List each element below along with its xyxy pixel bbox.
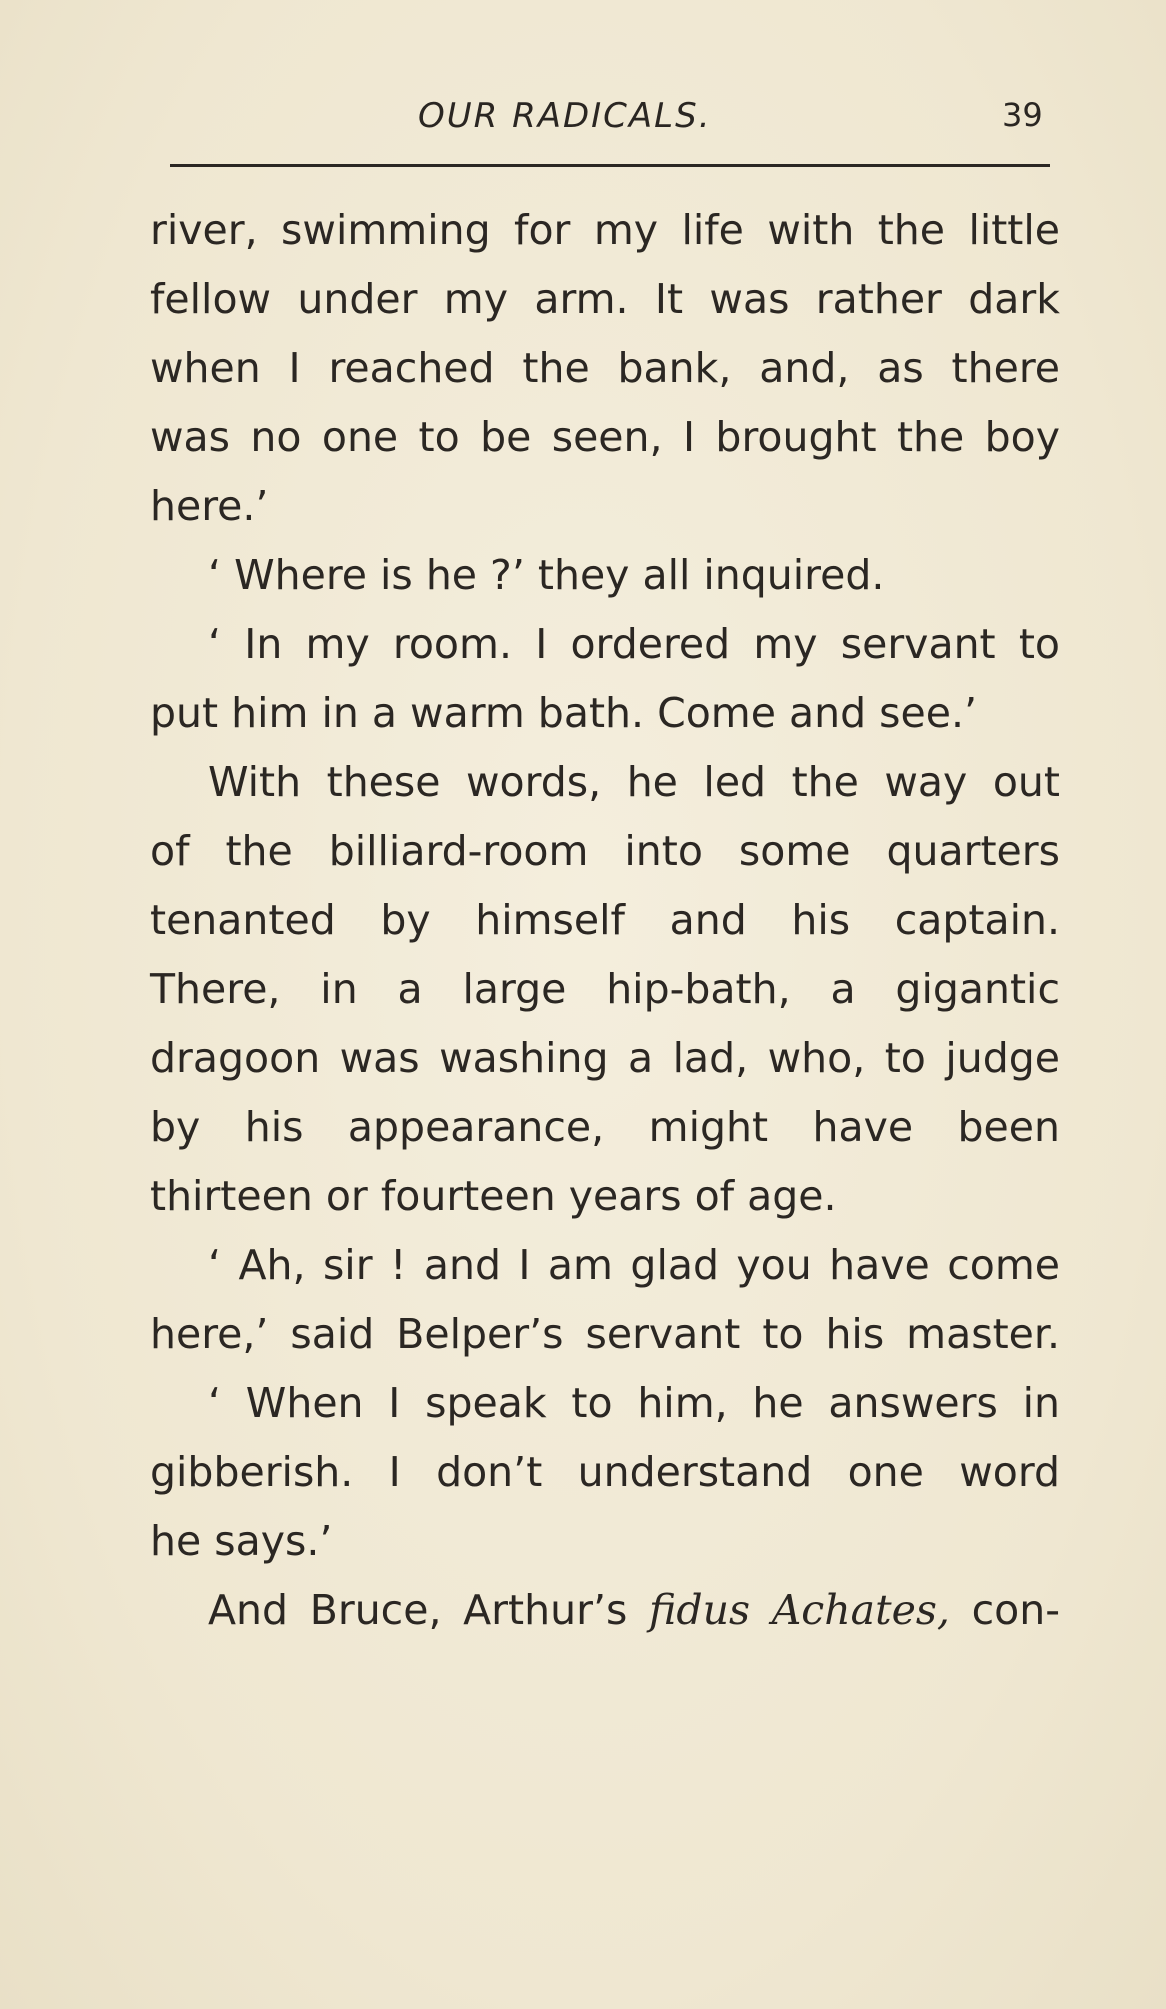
text-line: thirteen or fourteen years of age. [150,1172,837,1220]
page-number: 39 [1002,96,1043,134]
text-line: dragoon was washing a lad, who, to judge [150,1034,1060,1082]
text-line: There, in a large hip-bath, a gigantic [150,965,1060,1013]
text-line: was no one to be seen, I brought the boy [150,413,1060,461]
running-title: OUR RADICALS. [418,96,712,136]
text-line: here,’ said Belper’s servant to his master. [150,1310,1060,1358]
text-line: put him in a warm bath. Come and see.’ [150,689,978,737]
text-line: ‘ Where is he ?’ they all inquired. [208,551,885,599]
text-line: gibberish. I don’t understand one word [150,1448,1060,1496]
running-head [150,96,1050,156]
text-line: he says.’ [150,1517,333,1565]
text-line: of the billiard-room into some quarters [150,827,1060,875]
text-line: here.’ [150,482,269,530]
text-line: ‘ In my room. I ordered my servant to [208,620,1060,668]
header-rule [170,164,1050,167]
text-line: With these words, he led the way out [208,758,1060,806]
text-line: ‘ When I speak to him, he answers in [208,1379,1060,1427]
final-line-end: con- [949,1586,1060,1634]
final-line-start: And Bruce, Arthur’s [208,1586,649,1634]
text-line: ‘ Ah, sir ! and I am glad you have come [208,1241,1060,1289]
final-line-latin-phrase: fidus Achates, [649,1586,950,1634]
text-line-final [150,1580,1060,1640]
text-line: river, swimming for my life with the little [150,206,1060,254]
text-line: by his appearance, might have been [150,1103,1060,1151]
text-line: fellow under my arm. It was rather dark [150,275,1060,323]
text-line: when I reached the bank, and, as there [150,344,1060,392]
text-line: tenanted by himself and his captain. [150,896,1060,944]
